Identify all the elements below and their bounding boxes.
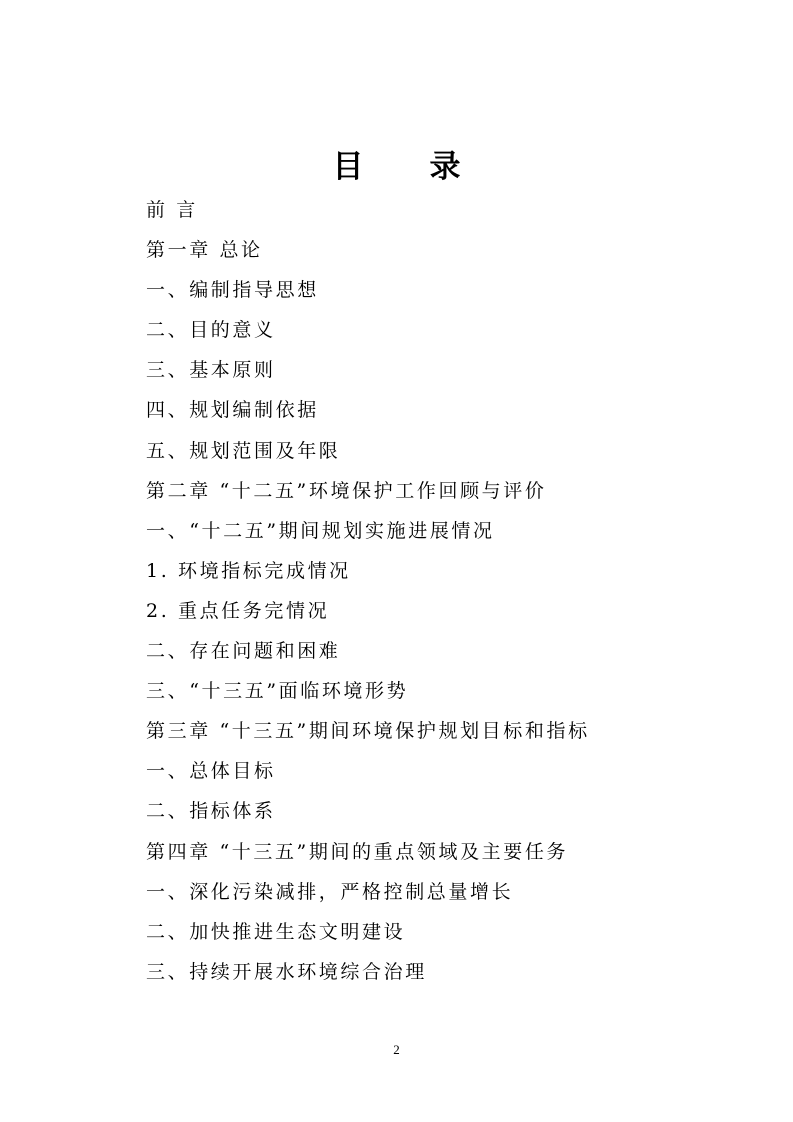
toc-entry: 二、目的意义 — [146, 319, 276, 342]
toc-entry-chapter-4: 第四章 “十三五”期间的重点领域及主要任务 — [146, 840, 569, 863]
toc-entry: 五、规划范围及年限 — [146, 439, 341, 462]
toc-entry-chapter-1: 第一章 总论 — [146, 239, 263, 262]
toc-entry: 一、“十二五”期间规划实施进展情况 — [146, 519, 495, 542]
title-char-2: 录 — [429, 149, 461, 185]
toc-entry: 三、持续开展水环境综合治理 — [146, 960, 427, 983]
toc-entry: 1. 环境指标完成情况 — [146, 559, 351, 582]
toc-entry: 一、总体目标 — [146, 760, 276, 783]
toc-entry-preface: 前 言 — [146, 199, 198, 221]
toc-entry: 三、基本原则 — [146, 359, 276, 382]
toc-entry: 2. 重点任务完情况 — [146, 599, 330, 622]
toc-entry: 一、编制指导思想 — [146, 279, 319, 302]
toc-entry-chapter-2: 第二章 “十二五”环境保护工作回顾与评价 — [146, 479, 547, 502]
toc-entry: 三、“十三五”面临环境形势 — [146, 680, 409, 703]
toc-entry: 四、规划编制依据 — [146, 399, 319, 422]
title-char-1: 目 — [332, 149, 364, 185]
page-title — [0, 142, 793, 192]
page-number: 2 — [393, 1042, 400, 1057]
toc-entry: 一、深化污染减排，严格控制总量增长 — [146, 880, 514, 903]
toc-entry: 二、指标体系 — [146, 800, 276, 823]
toc-entry: 二、存在问题和困难 — [146, 640, 341, 663]
table-of-contents — [146, 190, 666, 992]
toc-entry: 二、加快推进生态文明建设 — [146, 920, 406, 943]
toc-entry-chapter-3: 第三章 “十三五”期间环境保护规划目标和指标 — [146, 720, 590, 743]
